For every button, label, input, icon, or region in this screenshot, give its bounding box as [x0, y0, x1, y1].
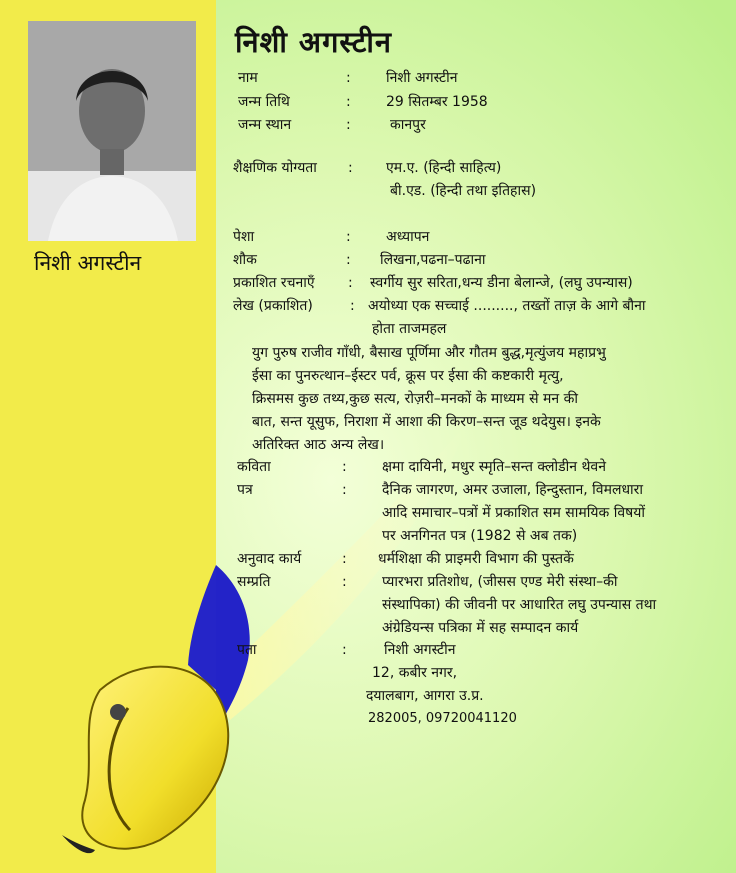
- colon: :: [342, 642, 347, 658]
- colon: :: [346, 70, 351, 86]
- value-shauk: लिखना,पढना–पढाना: [380, 252, 486, 268]
- colon: :: [346, 252, 351, 268]
- value-naam: निशी अगस्टीन: [386, 70, 458, 86]
- value-samprati: संस्थापिका) की जीवनी पर आधारित लघु उपन्यास तथा: [382, 597, 657, 613]
- value-pata: 282005, 09720041120: [368, 711, 517, 726]
- value-pata: 12, कबीर नगर,: [372, 665, 458, 681]
- colon: :: [342, 459, 347, 475]
- colon: :: [350, 298, 355, 314]
- label-pesha: पेशा: [233, 229, 255, 245]
- value-pata: दयालबाग, आगरा उ.प्र.: [366, 688, 484, 704]
- profile-photo: [28, 21, 196, 241]
- value-pata: निशी अगस्टीन: [384, 642, 456, 658]
- label-janm-tithi: जन्म तिथि: [238, 94, 290, 110]
- value-lekh-1: अयोध्या एक सच्चाई ........., तख्तों ताज़ के आगे बौना: [368, 298, 646, 314]
- value-patra: आदि समाचार–पत्रों में प्रकाशित सम सामयिक विषयों: [382, 505, 645, 521]
- value-anuvaad: धर्मशिक्षा की प्राइमरी विभाग की पुस्तकें: [378, 551, 574, 567]
- colon: :: [346, 117, 351, 133]
- label-janm-sthan: जन्म स्थान: [238, 117, 292, 133]
- value-patra: पर अनगिनत पत्र (1982 से अब तक): [382, 528, 578, 544]
- label-samprati: सम्प्रति: [237, 574, 271, 590]
- value-shaikshik-2: बी.एड. (हिन्दी तथा इतिहास): [390, 183, 537, 199]
- colon: :: [346, 229, 351, 245]
- lekh-paragraph-line: युग पुरुष राजीव गाँधी, बैसाख पूर्णिमा और गौतम बुद्ध,मृत्युंजय महाप्रभु: [252, 345, 606, 361]
- label-shauk: शौक: [233, 252, 257, 268]
- colon: :: [342, 551, 347, 567]
- lekh-paragraph-line: क्रिसमस कुछ तथ्य,कुछ सत्य, रोज़री–मनकों के माध्यम से मन की: [252, 391, 579, 407]
- colon: :: [348, 160, 353, 176]
- lekh-paragraph-line: अतिरिक्त आठ अन्य लेख।: [252, 437, 385, 453]
- value-shaikshik-1: एम.ए. (हिन्दी साहित्य): [386, 160, 502, 176]
- photo-caption: निशी अगस्टीन: [34, 251, 142, 275]
- lekh-paragraph-line: ईसा का पुनरुत्थान–ईस्टर पर्व, क्रूस पर ईसा की कष्टकारी मृत्यु,: [252, 368, 564, 384]
- value-samprati: अंग्रेडियन्स पत्रिका में सह सम्पादन कार्य: [382, 620, 579, 636]
- label-naam: नाम: [238, 70, 258, 86]
- value-janm-tithi: 29 सितम्बर 1958: [386, 94, 488, 110]
- label-shaikshik: शैक्षणिक योग्यता: [233, 160, 317, 176]
- label-patra: पत्र: [237, 482, 253, 498]
- value-kavita: क्षमा दायिनी, मधुर स्मृति–सन्त क्लोडीन थेवने: [382, 459, 606, 475]
- value-prakashit: स्वर्गीय सुर सरिता,धन्य डीना बेलान्जे, (लघु उपन्यास): [370, 275, 633, 291]
- colon: :: [342, 574, 347, 590]
- value-lekh-2: होता ताजमहल: [372, 321, 447, 337]
- label-anuvaad: अनुवाद कार्य: [237, 551, 302, 567]
- colon: :: [342, 482, 347, 498]
- value-pesha: अध्यापन: [386, 229, 430, 245]
- lekh-paragraph-line: बात, सन्त यूसुफ, निराशा में आशा की किरण–सन्त जूड थदेयुस। इनके: [252, 414, 601, 430]
- label-pata: पता: [237, 642, 257, 658]
- value-janm-sthan: कानपुर: [390, 117, 426, 133]
- page-title: निशी अगस्टीन: [235, 25, 392, 59]
- label-lekh: लेख (प्रकाशित): [233, 298, 313, 314]
- colon: :: [348, 275, 353, 291]
- label-kavita: कविता: [237, 459, 271, 475]
- label-prakashit: प्रकाशित रचनाएँ: [233, 275, 315, 291]
- value-samprati: प्यारभरा प्रतिशोध, (जीसस एण्ड मेरी संस्था–की: [382, 574, 618, 590]
- value-patra: दैनिक जागरण, अमर उजाला, हिन्दुस्तान, विमलधारा: [382, 482, 644, 498]
- colon: :: [346, 94, 351, 110]
